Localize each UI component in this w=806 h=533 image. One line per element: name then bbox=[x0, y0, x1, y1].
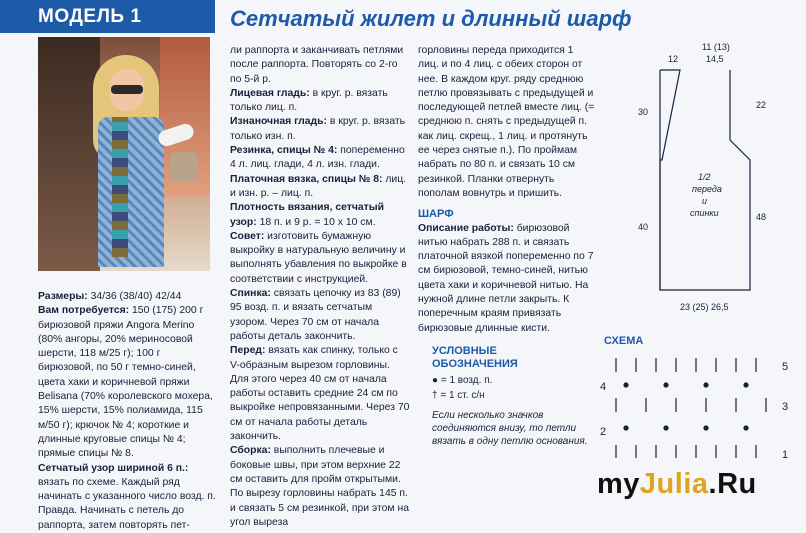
text-column-1: Размеры: 34/36 (38/40) 42/44 Вам потребуется: 150 (175) 200 г бирюзовой пряжи Angora Merino (80% ангоры, 20% мериносовой шерсти, 118 м/25 г); 100 г бирюзовой, по 50 г темно-синей, цвета хаки и коричневой пряжи Belisana (70% королевского мохера, 15% шерсти, 15% полиамида, 115 м/50 г); крючок № 4; короткие и длинные круговые спицы № 4; прямые спицы № 8. Сетчатый узор шириной 6 п.: вязать по схеме. Каждый ряд начинать с указанного число возд. п. Правда. Начинать с петель до раппорта, затем повторять пет- bbox=[38, 291, 216, 531]
svg-text:14,5: 14,5 bbox=[706, 54, 724, 64]
svg-text:11 (13): 11 (13) bbox=[702, 42, 730, 52]
svg-text:1/2: 1/2 bbox=[698, 172, 711, 182]
svg-text:4: 4 bbox=[600, 381, 607, 393]
stitch-schema bbox=[596, 350, 792, 470]
svg-text:переда: переда bbox=[692, 184, 722, 194]
scarf-heading: ШАРФ bbox=[418, 208, 454, 221]
svg-text:48: 48 bbox=[756, 212, 767, 222]
schema-title: СХЕМА bbox=[604, 335, 644, 347]
svg-text:30: 30 bbox=[638, 107, 649, 117]
model-header-bar bbox=[0, 0, 215, 33]
svg-text:и: и bbox=[702, 196, 708, 206]
double-crochet-icon: † bbox=[432, 390, 438, 401]
svg-text:5: 5 bbox=[782, 361, 789, 373]
site-logo: myJulia.Ru bbox=[597, 468, 757, 500]
model-photo bbox=[38, 37, 210, 271]
svg-text:12: 12 bbox=[668, 54, 679, 64]
page-title: Сетчатый жилет и длинный шарф bbox=[230, 6, 632, 31]
svg-text:2: 2 bbox=[600, 426, 607, 438]
text-column-2: ли раппорта и заканчивать петлями после раппорта. Повторять со 2-го по 5-й р. Лицевая гладь: в круг. р. вязать только лиц. п. Изнаночная гладь: в круг. р. вязать только изн. п. Резинка, спицы № 4: попеременно 4 л. лиц. глади, 4 л. изн. глади. Платочная вязка, спицы № 8: лиц. и изн. р. – лиц. п. Плотность вязания, сетчатый узор: 18 п. и 9 р. = 10 х 10 см. Совет: изготовить бумажную выкройку в натуральную величину и выполнять убавления по выкройке в соответствии с инструкцией. Спинка: связать цепочку из 83 (89) 95 возд. п. и вязать сетчатым узором. Через 70 см от начала работы деталь закончить. Перед: вязать как спинку, только с V-образным вырезом горловины. Для этого через 40 см от начала работы оставить средние 24 см по выкройке непровязанными. Через 70 см от начала работы деталь закончить. Сборка: выполнить плечевые и боковые швы, при этом верхние 22 см оставить для пройм открытыми. По вырезу горловины набрать 145 п. и связать 5 см резинкой, при этом на угол выреза bbox=[230, 45, 410, 528]
model-label: МОДЕЛЬ 1 bbox=[38, 6, 142, 27]
svg-text:22: 22 bbox=[756, 100, 767, 110]
svg-text:спинки: спинки bbox=[690, 208, 719, 218]
svg-text:1: 1 bbox=[782, 449, 789, 461]
text-column-3: горловины переда приходится 1 лиц. и по 4 лиц. с обеих сторон от нее. В каждом круг. ряду среднюю петлю провязывать с предыдущей и последующей петлей вместе лиц. (= среднюю п. снять с предыдущей п. как лиц. скрещ., 1 лиц. и протянуть ее через снятые п.). По проймам набрать по 80 п. и связать 10 см резинкой. Планки отвернуть пополам вовнутрь и пришить. ШАРФ Описание работы: бирюзовой нитью набрать 288 п. и связать платочной вязкой попеременно по 7 см бирюзовой, темно-синей, нитью цвета хаки и коричневой нитью. На нужной длине петли закрыть. К поперечным краям привязать бирюзовые длинные кисти. bbox=[418, 45, 595, 334]
legend: УСЛОВНЫЕ ОБОЗНАЧЕНИЯ ● = 1 возд. п. † = 1 ст. с/н Если несколько значков соединяются внизу, то петли вязать в одну петлю основания. bbox=[432, 345, 588, 447]
svg-text:3: 3 bbox=[782, 401, 789, 413]
svg-text:40: 40 bbox=[638, 222, 649, 232]
svg-text:23 (25) 26,5: 23 (25) 26,5 bbox=[680, 302, 729, 312]
pattern-diagram bbox=[630, 40, 770, 320]
chain-stitch-icon: ● bbox=[432, 375, 439, 386]
